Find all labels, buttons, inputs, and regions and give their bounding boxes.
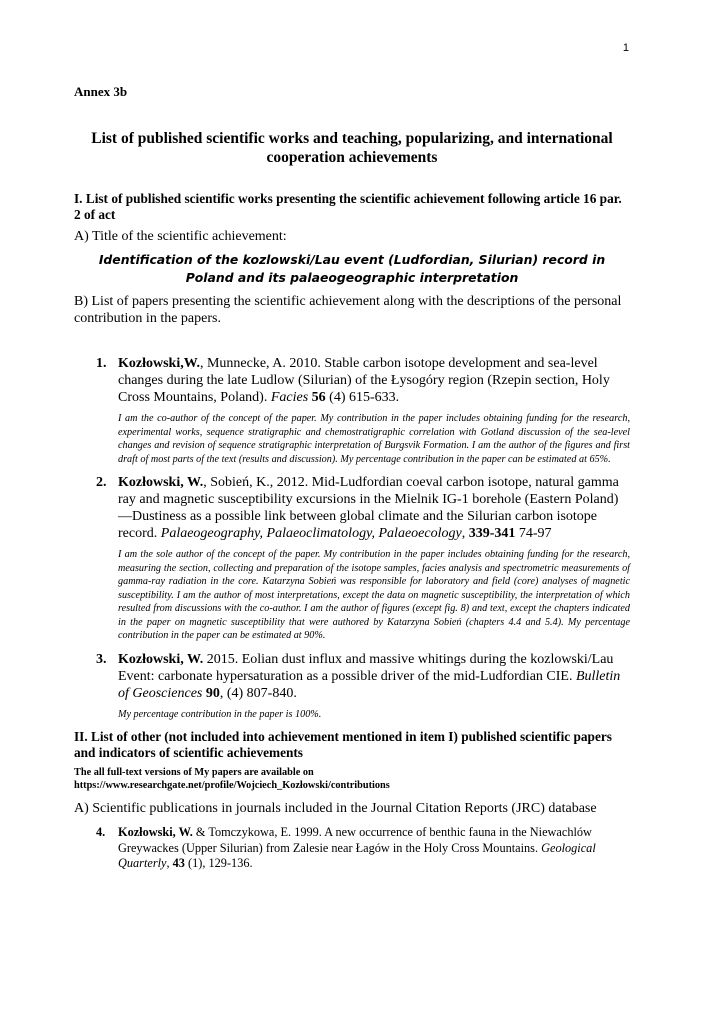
page-number: 1 <box>622 42 629 54</box>
publication-pages: (4) 615-633. <box>325 390 400 405</box>
publication-volume: 90 <box>205 685 220 701</box>
publication-volume: 56 <box>311 390 326 405</box>
publication-number: 2. <box>96 475 107 490</box>
achievement-title-label: A) Title of the scientific achievement: <box>74 229 287 244</box>
publication-journal: Palaeogeography, Palaeoclimatology, Palaeoecology <box>160 526 462 541</box>
publication-citation: Kozłowski, W. & Tomczykowa, E. 1999. A new occurrence of benthic fauna in the Niewachlów Greywackes (Upper Silurian) from Zalesie near Łagów in the Holy Cross Mountains. Geological Quarterly, 43 (1), 129-136. <box>118 825 596 870</box>
publication-details: 2015. Eolian dust influx and massive whitings during the kozlowski/Lau Event: carbonate hypersaturation as a possible driver of the mid-Ludfordian CIE. <box>118 651 614 684</box>
main-title: List of published scientific works and teaching, popularizing, and international cooperation achievements <box>91 130 613 166</box>
annex-label: Annex 3b <box>74 84 128 99</box>
publication-volume: 339-341 <box>468 526 516 541</box>
section-2 <box>74 729 630 872</box>
publication-citation <box>118 651 630 702</box>
publication-number: 4. <box>96 825 106 839</box>
fulltext-note <box>74 766 630 792</box>
contribution-note: I am the co-author of the concept of the paper. My contribution in the paper includes obtaining funding for the research, experimental works, sequence stratigraphic and chemostratigraphic correlation with Gotland discussion of the sea-level changes and revision of sequence stratigraphic interpretation of Burgsvik Formation. I am the author of the figures and first draft of most parts of the text (results and discussion). My percentage contribution in the paper can be estimated at 65%. <box>118 413 630 465</box>
publication-journal: Facies <box>270 390 309 405</box>
publication-details: , Munnecke, A. 2010. Stable carbon isotope development and sea-level changes during the late Ludlow (Silurian) of the Łysogóry region (Rzepin section, Holy Cross Mountains, Poland). <box>118 356 610 405</box>
publication-pages: , (4) 807-840. <box>219 685 297 701</box>
achievement-publications-list <box>74 355 630 721</box>
publication-citation <box>118 355 630 406</box>
papers-list-label: B) List of papers presenting the scientific achievement along with the descriptions of the personal contribution in the papers. <box>74 294 622 326</box>
publication-item <box>74 825 630 872</box>
researchgate-link[interactable]: https://www.researchgate.net/profile/Wojciech_Kozłowski/contributions <box>74 780 390 791</box>
jcr-publications-label: A) Scientific publications in journals included in the Journal Citation Reports (JRC) database <box>74 801 597 816</box>
publication-authors: Kozłowski, W. <box>118 651 204 667</box>
publication-journal: Geological Quarterly <box>118 840 596 870</box>
achievement-title: Identification of the kozlowski/Lau event (Ludfordian, Silurian) record in Poland and its palaeogeographic interpretation <box>98 252 606 285</box>
section-1-heading: I. List of published scientific works presenting the scientific achievement following article 16 par. 2 of act <box>74 191 622 222</box>
publication-details: & Tomczykowa, E. 1999. A new occurrence of benthic fauna in the Niewachlów Greywackes (Upper Silurian) from Zalesie near Łagów in the Holy Cross Mountains. <box>118 825 592 855</box>
fulltext-note-line: The all full-text versions of My papers are available on <box>74 767 314 778</box>
contribution-note: I am the sole author of the concept of the paper. My contribution in the paper includes obtaining funding for the research, measuring the section, collecting and preparation of the isotope samples, facies analysis and spectrometric measurements of gamma-ray radiation in the core. Katarzyna Sobień was responsible for laboratory and field (core) analyses of magnetic susceptibility. I am the author of most interpretations, except the data on magnetic susceptibility, the interpretation of which resulted from discussions with the co-author. I am the author of figures (except fig. 8) and text, except the chapters indicated in the paper on magnetic susceptibility that were authored by Katarzyna Sobień (chapters 4.4 and 5.4). My percentage contribution in the paper can be estimated at 90%. <box>118 549 630 641</box>
publication-item <box>74 355 630 466</box>
publication-citation: Kozłowski, W., Sobień, K., 2012. Mid-Ludfordian coeval carbon isotope, natural gamma ray and magnetic susceptibility excursions in the Mielnik IG-1 borehole (Eastern Poland)—Dustiness as a possible link between global climate and the Silurian carbon isotope record. Palaeogeography, Palaeoclimatology, Palaeoecology, 339-341 74-97 <box>118 475 619 541</box>
publication-number: 3. <box>96 651 107 667</box>
publication-details: , Sobień, K., 2012. Mid-Ludfordian coeval carbon isotope, natural gamma ray and magnetic susceptibility excursions in the Mielnik IG-1 borehole (Eastern Poland)—Dustiness as a possible link between global climate and the Silurian carbon isotope record. <box>118 475 619 541</box>
publication-item <box>74 474 630 643</box>
publication-volume: 43 <box>172 856 185 870</box>
publication-journal: Bulletin of Geosciences <box>118 668 621 701</box>
publication-authors: Kozłowski, W. <box>118 825 193 839</box>
publication-authors: Kozłowski,W. <box>118 356 200 371</box>
publication-item <box>74 651 630 722</box>
publication-pages: 74-97 <box>515 526 552 541</box>
publication-pages: (1), 129-136. <box>184 856 253 870</box>
jcr-publications-list <box>74 825 630 872</box>
contribution-note: My percentage contribution in the paper is 100%. <box>118 708 322 720</box>
publication-authors: Kozłowski, W. <box>118 475 204 490</box>
section-2-heading: II. List of other (not included into achievement mentioned in item I) published scientific papers and indicators of scientific achievements <box>74 729 612 760</box>
document-body <box>74 84 630 876</box>
publication-number: 1. <box>96 356 107 371</box>
